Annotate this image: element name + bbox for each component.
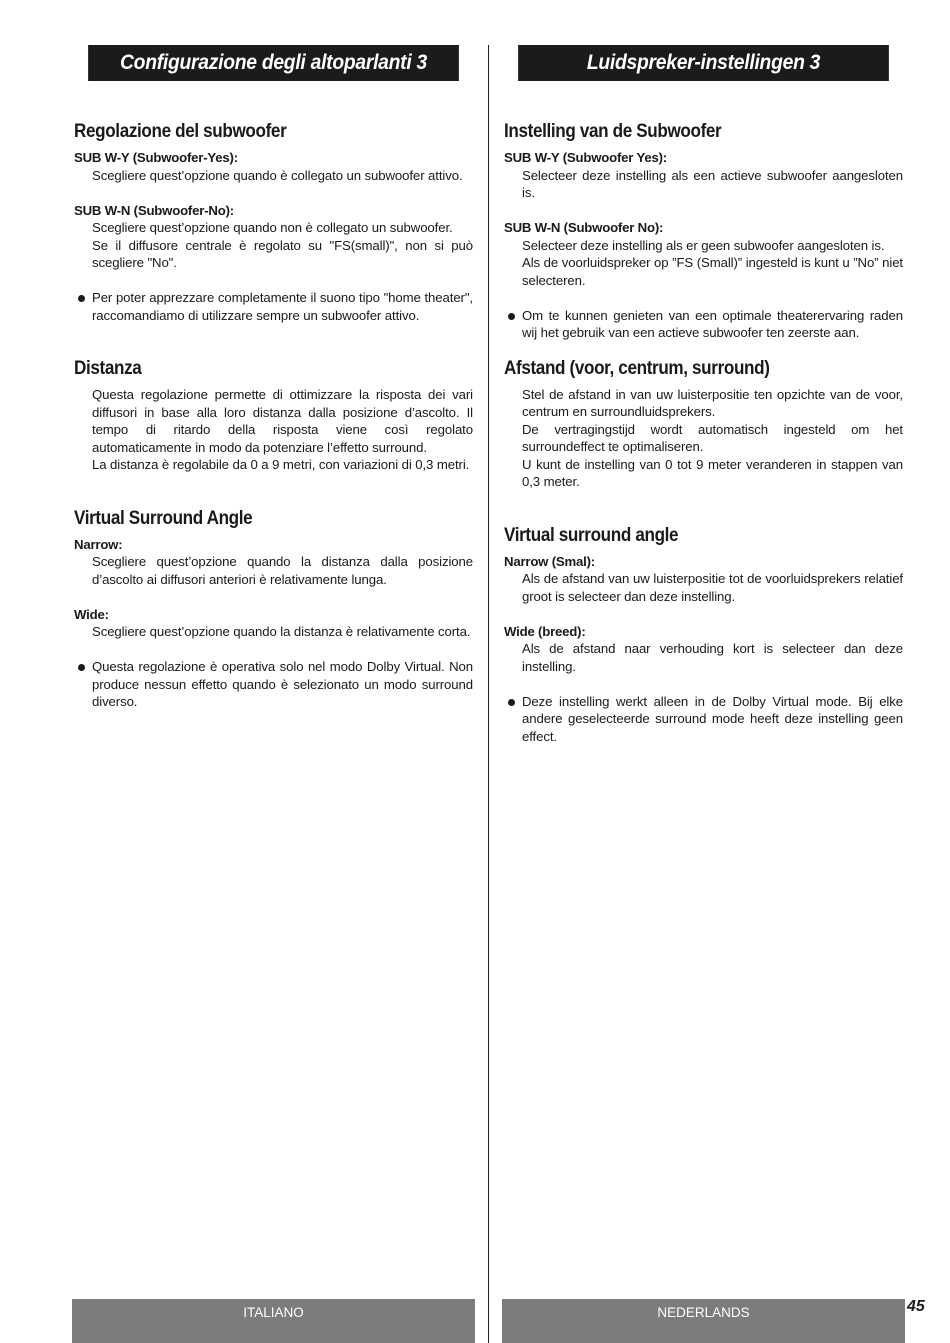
paragraph: Scegliere quest’opzione quando la distanza è relativamente corta. — [92, 624, 471, 639]
distance-text — [92, 386, 473, 474]
paragraph: Als de voorluidspreker op ”FS (Small)” ingesteld is kunt u ”No” niet selecteren. — [522, 255, 903, 288]
bullet-note-dolby-virtual — [522, 693, 903, 746]
bullet-text: Questa regolazione è operativa solo nel modo Dolby Virtual. Non produce nessun effetto quando è selezionato un modo surround diverso. — [92, 659, 473, 709]
option-label-wide: Wide: — [74, 606, 109, 622]
option-text-sub-wy — [92, 167, 473, 185]
bullet-icon — [508, 699, 515, 706]
italian-column — [72, 45, 475, 711]
paragraph: De vertragingstijd wordt automatisch ingesteld om het surroundeffect te optimaliseren. — [522, 421, 903, 454]
paragraph: Als de afstand naar verhouding kort is selecteer dan deze instelling. — [522, 641, 903, 674]
option-text-sub-wn — [522, 237, 903, 290]
bullet-note-dolby-virtual — [92, 658, 473, 711]
section-title-virtual-surround: Virtual surround angle — [504, 524, 679, 546]
option-label-wide: Wide (breed): — [504, 623, 586, 639]
option-text-sub-wy — [522, 167, 903, 202]
dutch-content — [502, 81, 905, 745]
option-label-narrow: Narrow (Smal): — [504, 553, 595, 569]
bullet-icon — [508, 313, 515, 320]
paragraph: Questa regolazione permette di ottimizzare la risposta dei vari diffusori in base alla loro distanza dalla posizione d’ascolto. Il tempo di ritardo della risposta viene così regolato automaticamente in modo da potenziare l’effetto surround. — [92, 387, 473, 455]
paragraph: Scegliere quest’opzione quando la distanza dalla posizione d’ascolto ai diffusori anteriori è relativamente lunga. — [92, 554, 473, 587]
option-label-sub-wn: SUB W-N (Subwoofer-No): — [74, 202, 234, 218]
option-text-narrow — [92, 553, 473, 588]
section-title-distance: Afstand (voor, centrum, surround) — [504, 357, 770, 379]
paragraph: Selecteer deze instelling als er geen subwoofer aangesloten is. — [522, 237, 885, 253]
paragraph: Scegliere quest’opzione quando è collegato un subwoofer attivo. — [92, 167, 463, 183]
bullet-text: Deze instelling werkt alleen in de Dolby Virtual mode. Bij elke andere geselecteerde surround mode heeft deze instelling geen effect. — [522, 693, 903, 744]
distance-text — [522, 386, 903, 491]
dutch-title-banner: Luidspreker-instellingen 3 — [518, 45, 889, 81]
dutch-column — [502, 45, 905, 745]
bullet-note-subwoofer — [522, 307, 903, 342]
paragraph: Selecteer deze instelling als een actieve subwoofer aangesloten is. — [522, 167, 903, 200]
bullet-icon — [78, 664, 85, 671]
option-text-wide — [522, 640, 903, 675]
paragraph: La distanza è regolabile da 0 a 9 metri, con variazioni di 0,3 metri. — [92, 457, 470, 472]
bullet-icon — [78, 295, 85, 302]
option-label-sub-wy: SUB W-Y (Subwoofer Yes): — [504, 150, 667, 165]
page-number: 45 — [907, 1298, 925, 1315]
column-divider — [488, 45, 489, 1343]
paragraph: Als de afstand van uw luisterpositie tot de voorluidsprekers relatief groot is selecteer dan deze instelling. — [522, 571, 903, 604]
paragraph: Scegliere quest’opzione quando non è collegato un subwoofer. — [92, 220, 453, 235]
option-text-narrow — [522, 570, 903, 605]
footer-language-italian: ITALIANO — [72, 1299, 475, 1343]
option-label-sub-wn: SUB W-N (Subwoofer No): — [504, 220, 664, 235]
paragraph: Stel de afstand in van uw luisterpositie ten opzichte van de voor, centrum en surroundluidsprekers. — [522, 386, 903, 419]
footer-language-dutch: NEDERLANDS — [502, 1299, 905, 1343]
paragraph: U kunt de instelling van 0 tot 9 meter veranderen in stappen van 0,3 meter. — [522, 456, 903, 489]
bullet-text: Om te kunnen genieten van een optimale theaterervaring raden wij het gebruik van een actieve subwoofer ten zeerste aan. — [522, 307, 903, 340]
section-title-virtual-surround: Virtual Surround Angle — [74, 507, 253, 529]
section-title-subwoofer: Regolazione del subwoofer — [74, 121, 287, 142]
option-text-wide — [92, 623, 473, 641]
italian-title-banner: Configurazione degli altoparlanti 3 — [88, 45, 459, 81]
section-title-distance: Distanza — [74, 358, 142, 379]
paragraph: Se il diffusore centrale è regolato su "FS(small)", non si può scegliere "No". — [92, 237, 473, 270]
section-title-subwoofer: Instelling van de Subwoofer — [504, 121, 722, 142]
option-label-sub-wy: SUB W-Y (Subwoofer-Yes): — [74, 150, 238, 165]
option-label-narrow: Narrow: — [74, 536, 123, 552]
bullet-note-subwoofer — [92, 289, 473, 324]
bullet-text: Per poter apprezzare completamente il suono tipo "home theater", raccomandiamo di utilizzare sempre un subwoofer attivo. — [92, 290, 473, 323]
italian-content — [72, 81, 475, 711]
option-text-sub-wn — [92, 219, 473, 272]
